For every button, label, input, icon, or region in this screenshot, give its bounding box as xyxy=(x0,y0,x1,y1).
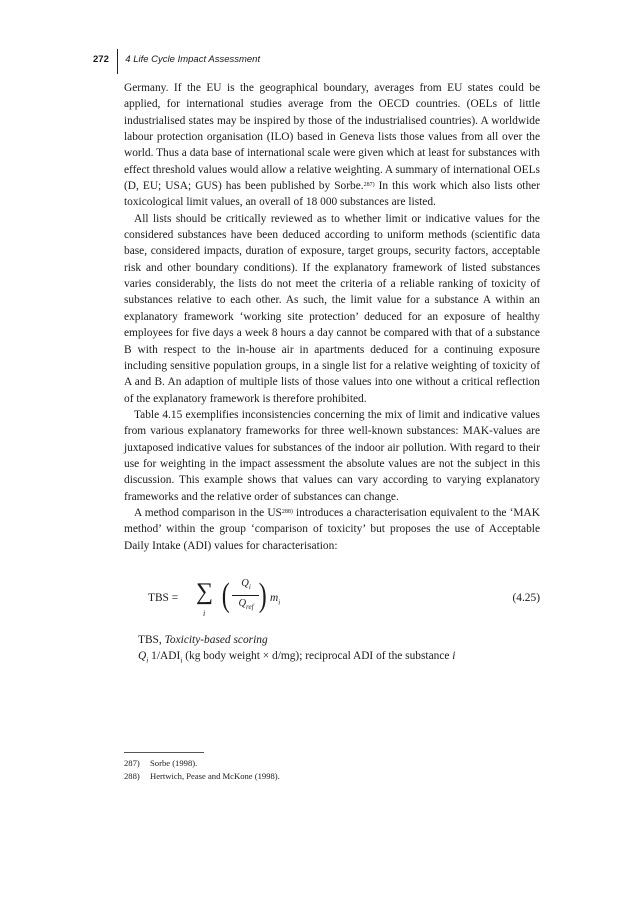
footnote-ref-287: 287) xyxy=(363,182,375,189)
fraction-bar xyxy=(232,595,259,596)
footnote-ref-288: 288) xyxy=(281,508,293,515)
running-header xyxy=(93,49,260,71)
running-title: 4 Life Cycle Impact Assessment xyxy=(125,54,261,65)
fraction-numerator: $Q_i$ xyxy=(241,578,251,592)
paragraph-4: A method comparison in the US$^{288)}$ introduces a characterisation equivalent to the ‘MAK method’ within the group ‘comparison of toxicity’ but proposes the use of Acceptable Daily Intake (ADI) values for characterisation: xyxy=(124,506,540,552)
equation-lhs: TBS = xyxy=(148,592,179,604)
body-text xyxy=(124,80,540,554)
paragraph-3: Table 4.15 exemplifies inconsistencies concerning the mix of limit and indicative values from various explanatory frameworks for three well-known substances: MAK-values are juxtaposed indicative values for substances of the indoor air pollution. With regard to their use for weighting in the impact assessment the absolute values are not the subject in this discussion. This example shows that values can vary according to varying explanatory frameworks and the relative order of substances can change. xyxy=(124,408,540,503)
definition-tbs: TBS, Toxicity-based scoring xyxy=(138,634,268,646)
right-parenthesis: ) xyxy=(258,577,267,614)
symbol-definitions xyxy=(138,632,540,669)
equation-number: (4.25) xyxy=(512,592,540,604)
equation-4-25 xyxy=(148,576,540,626)
summation-index: i xyxy=(203,609,206,618)
paragraph-2: All lists should be critically reviewed as to whether limit or indicative values for the considered substances have been deduced according to uniform methods (scientific data base, considered impacts, duration of exposure, target groups, security factors, acceptable risk and other boundary conditions). If the explanatory framework of listed substances varies considerably, the lists do not meet the criteria of a reliable ranking of toxicity of substances relative to each other. As such, the limit value for a substance A within an explanatory framework ‘working site protection’ deduced for an exposure of healthy employees for five days a week 8 hours a day cannot be compared with that of a substance B with respect to the in-house air in apartments deduced for a continuing exposure including sensitive population groups, in a single list for a relative weighting of toxicity of A and B. An adaption of multiple lists of those values into one without a critical reflection of the explanatory framework is therefore prohibited. xyxy=(124,212,540,405)
definition-q: $Q_i$ $1/ADI_i$ (kg body weight × d/mg); reciprocal ADI of the substance i xyxy=(138,650,456,665)
fraction-denominator: $Q_{ref}$ xyxy=(238,598,254,612)
equation-factor: $m_i$ xyxy=(270,592,281,607)
page-number: 272 xyxy=(93,54,109,65)
footnotes xyxy=(124,757,280,782)
header-divider xyxy=(117,49,118,74)
footnote-287: 287) Sorbe (1998). xyxy=(124,758,198,768)
summation-symbol: ∑ xyxy=(196,579,214,605)
paragraph-1: Germany. If the EU is the geographical boundary, averages from EU states could be applied, for international studies average from the OECD countries. (OELs of little industrialised states may be inspired by those of the industrialised countries). A worldwide labour protection organisation (ILO) based in Geneva lists those values from all over the world. Thus a data base of international scale were given which at least for substances with effect threshold values would allow a relative weighting. A summary of international OELs (D, EU; USA; GUS) has been published by Sorbe.$^{287)}$ In this work which also lists other toxicological limit values, an overall of 18 000 substances are listed. xyxy=(124,82,540,209)
footnote-divider xyxy=(124,752,204,753)
footnote-288: 288) Hertwich, Pease and McKone (1998). xyxy=(124,770,280,781)
left-parenthesis: ( xyxy=(221,577,230,614)
